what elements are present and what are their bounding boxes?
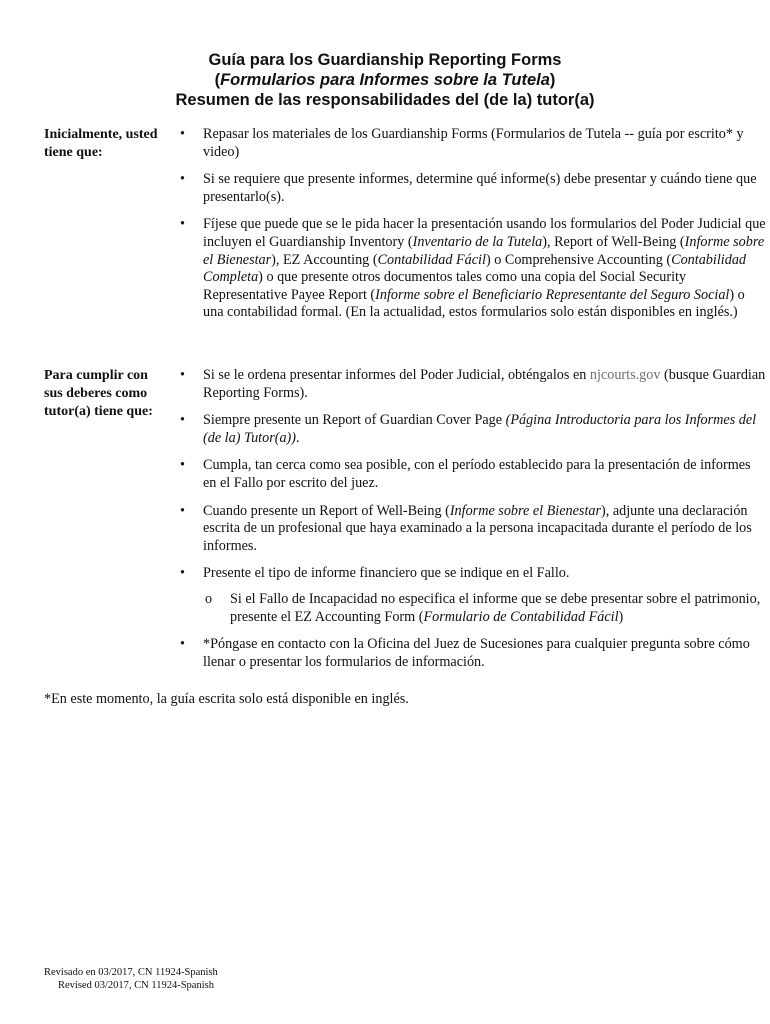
njcourts-link[interactable]: njcourts.gov xyxy=(589,367,661,383)
list-item-text: Si se le ordena presentar informes del Poder Judicial, obténgalos en xyxy=(203,367,590,383)
bullet-icon: • xyxy=(180,412,185,429)
section-duties-label: Para cumplir con sus deberes como tutor(a) tiene que: xyxy=(44,368,153,419)
italic-term: Formulario de Contabilidad Fácil xyxy=(423,608,619,625)
italic-term: Contabilidad Fácil xyxy=(377,251,486,268)
title-line-2 xyxy=(0,70,770,90)
list-item-text: ) o que presente otros documentos tales como una copia del Social Security Representative Payee Report ( xyxy=(203,269,687,303)
italic-term: (Página Introductoria para los Informes del (de la) Tutor(a)) xyxy=(203,412,757,446)
section-duties-list xyxy=(176,367,766,681)
bullet-icon: • xyxy=(180,502,185,519)
list-item-text: ), Report of Well-Being ( xyxy=(542,233,685,250)
revision-line-spanish: Revisado en 03/2017, CN 11924-Spanish xyxy=(44,967,218,978)
list-item-text: ) o una contabilidad formal. (En la actualidad, estos formularios solo están disponibles en inglés.) xyxy=(203,286,745,321)
list-item xyxy=(176,126,766,161)
title-line-3: Resumen de las responsabilidades del (de la) tutor(a) xyxy=(175,91,595,109)
section-initially-label: Inicialmente, usted tiene que: xyxy=(44,127,158,160)
list-item xyxy=(176,503,766,556)
list-item xyxy=(176,457,766,492)
list-item-text: ), adjunte una declaración escrita de un profesional que haya examinado a la persona incapacitada durante el período de los informes. xyxy=(203,502,752,554)
list-item-text: Cuando presente un Report of Well-Being ( xyxy=(203,502,450,519)
italic-term: Inventario de la Tutela xyxy=(412,233,543,250)
list-item xyxy=(176,565,766,626)
footnote: *En este momento, la guía escrita solo está disponible en inglés. xyxy=(44,691,409,707)
circle-bullet-icon: o xyxy=(205,590,213,607)
italic-term: Informe sobre el Bienestar xyxy=(449,502,601,519)
list-item xyxy=(176,636,766,671)
revision-footer xyxy=(44,966,218,992)
italic-term: Informe sobre el Beneficiario Representante del Seguro Social xyxy=(375,286,730,303)
list-item xyxy=(176,171,766,206)
list-item xyxy=(176,216,766,322)
list-item-text: Repasar los materiales de los Guardianship Forms (Formularios de Tutela -- guía por escrito* y video) xyxy=(203,126,744,160)
bullet-icon: • xyxy=(180,367,185,383)
bullet-icon: • xyxy=(180,636,185,653)
list-item-text: *Póngase en contacto con la Oficina del Juez de Sucesiones para cualquier pregunta sobre cómo llenar o presentar los formularios de información. xyxy=(203,636,750,670)
list-item-text: ) xyxy=(618,608,624,625)
list-item-text: Presente el tipo de informe financiero que se indique en el Fallo. xyxy=(203,565,570,582)
list-item-text: Si se requiere que presente informes, determine qué informe(s) debe presentar y cuándo tiene que presentarlo(s). xyxy=(203,171,757,205)
revision-line-english: Revised 03/2017, CN 11924-Spanish xyxy=(58,980,214,991)
list-item xyxy=(176,367,766,402)
list-item-text: Cumpla, tan cerca como sea posible, con el período establecido para la presentación de informes en el Fallo por escrito del juez. xyxy=(203,457,751,491)
list-item-text: . xyxy=(296,429,300,446)
list-item xyxy=(176,412,766,447)
sub-list xyxy=(203,591,766,626)
paren-close: ) xyxy=(549,71,556,89)
document-title xyxy=(0,50,770,110)
list-item-text: Siempre presente un Report of Guardian Cover Page xyxy=(203,412,506,429)
list-item-text: Fíjese que puede que se le pida hacer la presentación usando los formularios del Poder Judicial que incluyen el Guardianship Inventory ( xyxy=(203,216,766,250)
list-item-text: (busque Guardian Reporting Forms). xyxy=(203,367,766,401)
bullet-icon: • xyxy=(180,457,185,474)
italic-term: Contabilidad Completa xyxy=(203,251,747,286)
list-item-text: Si el Fallo de Incapacidad no especifica el informe que se debe presentar sobre el patrimonio, presente el EZ Accounting Form ( xyxy=(230,590,761,625)
bullet-icon: • xyxy=(180,565,185,582)
bullet-icon: • xyxy=(180,171,185,188)
italic-term: Informe sobre el Bienestar xyxy=(203,233,765,268)
list-item-text: ), EZ Accounting ( xyxy=(271,251,378,268)
title-line-1: Guía para los Guardianship Reporting Forms xyxy=(208,51,562,69)
bullet-icon: • xyxy=(180,216,185,233)
title-line-2-italic: Formularios para Informes sobre la Tutela xyxy=(220,71,550,89)
paren-open: ( xyxy=(214,71,221,89)
section-initially-list xyxy=(176,126,766,332)
sub-list-item xyxy=(203,591,766,626)
list-item-text: ) o Comprehensive Accounting ( xyxy=(485,251,672,268)
bullet-icon: • xyxy=(180,126,185,142)
